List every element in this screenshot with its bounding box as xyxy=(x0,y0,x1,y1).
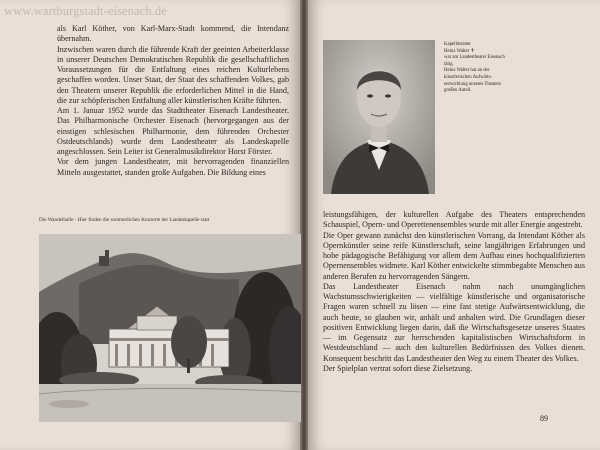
watermark-text: www.wartburgstadt-eisenach.de xyxy=(4,4,167,18)
caption-line: war am Landestheater Eisenach xyxy=(444,55,505,61)
caption-line: entwicklung unseres Theaters xyxy=(444,81,501,87)
paragraph: Die Oper gewann zunächst den künstlerischen Vorrang, da Intendant Köther als Opernkünstler seine reife Künstlerschaft, seine langjährigen Erfahrungen und hohe pädagogische Befähigung vor allem dem Aufbau eines hochqualifizierten Opernensembles widmete. Karl Köther entwickelte stimmbegabte Menschen aus anderen Berufen zu hervorragenden Sängern. xyxy=(323,230,585,281)
paragraph: Das Landestheater Eisenach nahm nach unumgänglichen Wachstumsschwierigkeiten — vielfältige künstlerische und organisatorische Fragen waren schnell zu lösen — eine fast stetige Aufwärtsentwicklung, die auch heute, so glauben wir, anhält und anhalten wird. Die Grundlagen dieser positiven Entwicklung liegen darin, daß die Wirtschaftsgesetze unseres Staates — im Gegensatz zur herrschenden kapitalistischen Wirtschaftsform in Westdeutschland — auch den kulturellen Bedürfnissen des Volkes dienen. Konsequent beschritt das Landestheater den Weg zu einem Theater des Volkes. xyxy=(323,281,585,363)
caption-line: tätig. xyxy=(444,61,454,67)
paragraph: Am 1. Januar 1952 wurde das Stadttheater Eisenach Landestheater. Das Philharmonische Orchester Eisenach (hervorgegangen aus der einstigen schlesischen Philharmonie, dem führenden Orchester Ostdeutschlands) wurde dem Landestheater als Landeskapelle angeschlossen. Sein Leiter ist Generalmusikdirektor Horst Förster. xyxy=(57,106,289,156)
paragraph: Der Spielplan vertrat sofort diese Zielsetzung. xyxy=(323,363,473,373)
right-text-column xyxy=(323,210,585,374)
page-number: 89 xyxy=(540,414,548,423)
caption-line: künstlerischen Aufwärts- xyxy=(444,74,493,80)
paragraph: als Karl Köther, von Karl-Marx-Stadt kommend, die Intendanz übernahm. xyxy=(57,24,289,44)
paragraph: Inzwischen waren durch die führende Kraft der geeinten Arbeiterklasse in unserer Deutschen Demokratischen Republik die gesellschaftlichen Voraussetzungen für die Entfaltung eines reichen Kulturlebens geschaffen worden. Unser Staat, der Staat des schaffenden Volkes, gab den Theatern unserer Republik die erforderlichen Mittel in die Hand, die zur schöpferischen Entfaltung aller künstlerischen Kräfte führten. xyxy=(57,44,289,105)
left-text-column xyxy=(57,24,289,178)
paragraph: leistungsfähigen, der kulturellen Aufgabe des Theaters entsprechenden Schauspiel, Opern- und Operettenensembles wurde mit aller Energie angestrebt. xyxy=(323,210,585,230)
caption-line: Heinz Walter hat an der xyxy=(444,68,490,74)
portrait-caption xyxy=(444,42,536,95)
portrait-photo xyxy=(323,40,435,194)
book-spine xyxy=(300,0,308,450)
paragraph: Vor dem jungen Landestheater, mit hervorragenden finanziellen Mitteln ausgestattet, standen große Aufgaben. Die Bildung eines xyxy=(57,157,289,177)
wandelhalle-illustration xyxy=(39,234,301,422)
caption-line: Heinz Walter ✝ xyxy=(444,48,475,54)
illustration-caption: Die Wandelhalle · Hier finden die sommerlichen Konzerte der Landeskapelle statt xyxy=(39,217,210,223)
caption-line: großen Anteil. xyxy=(444,88,472,94)
caption-line: Kapellmeister xyxy=(444,42,471,47)
